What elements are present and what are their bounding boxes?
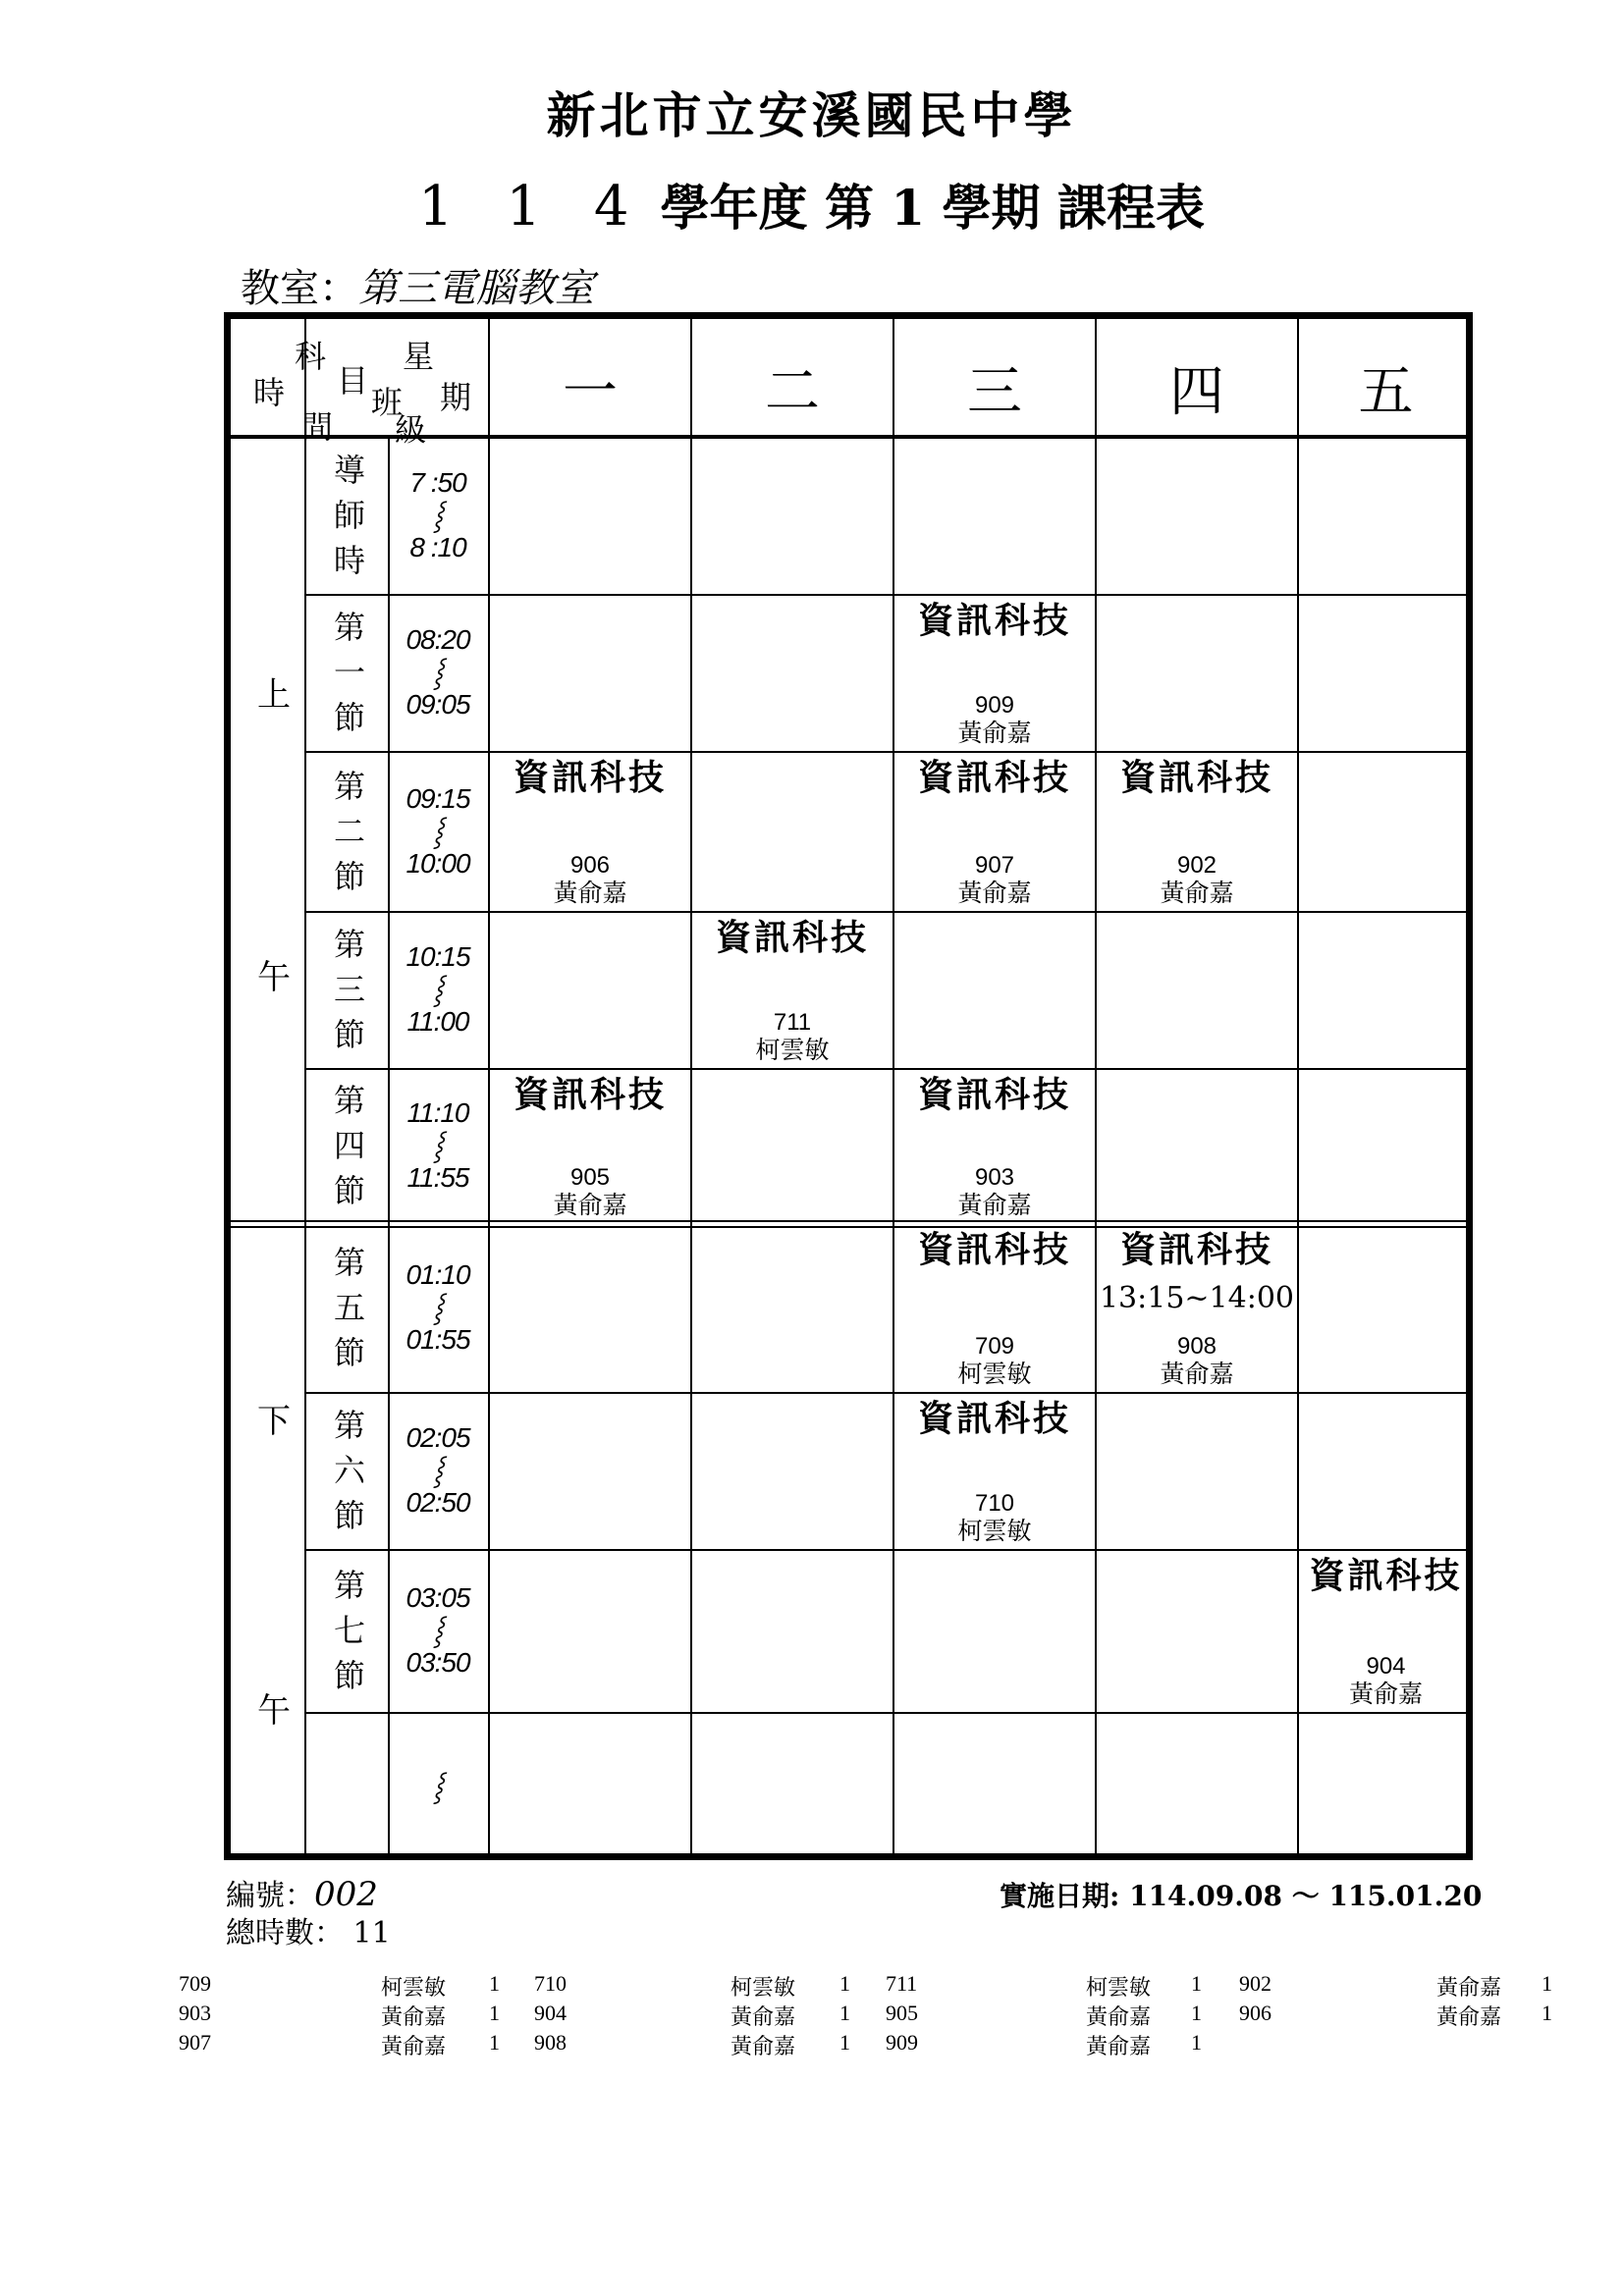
period-time (390, 940, 486, 1038)
class-teacher: 柯雲敏 (957, 1518, 1032, 1545)
grid-vline (304, 312, 306, 1860)
period-time-end: 11:00 (406, 1006, 469, 1037)
class-cell (692, 915, 893, 1066)
period-name-char: 五 (333, 1289, 365, 1326)
class-cell (894, 1227, 1095, 1390)
period-name (311, 1563, 388, 1698)
period-time-end (390, 1802, 486, 1835)
summary-cell: 1 (489, 2001, 500, 2025)
class-subject: 資訊科技 (1119, 757, 1273, 798)
summary-cell: 黃俞嘉 (1436, 1975, 1502, 2000)
period-name-char (311, 1764, 388, 1809)
period-name-char: 時 (333, 542, 365, 579)
section-pm-char: 下 (257, 1402, 291, 1441)
summary-cell: 711 (886, 1971, 918, 1996)
summary-cell: 1 (839, 1971, 850, 1996)
class-subject: 資訊科技 (1119, 1229, 1273, 1270)
class-number: 904 (1366, 1653, 1406, 1680)
day-header-1: 一 (563, 360, 618, 424)
summary-cell: 1 (839, 2001, 850, 2025)
summary-cell: 黃俞嘉 (1086, 2004, 1152, 2029)
ampm-divider (224, 1220, 1473, 1222)
class-cell (1097, 1227, 1297, 1390)
class-cell (894, 1072, 1095, 1221)
header-char-mu: 目 (337, 362, 369, 400)
period-time-start: 09:15 (406, 782, 470, 814)
period-name (311, 764, 388, 899)
cell-spacer (490, 810, 690, 852)
class-cell (1299, 1553, 1473, 1710)
period-name-char: 七 (333, 1612, 365, 1649)
grid-hline (304, 1712, 1473, 1714)
class-number: 711 (773, 1009, 812, 1036)
class-teacher: 黃俞嘉 (1160, 880, 1234, 907)
period-name-char: 四 (333, 1127, 365, 1164)
period-time-sep: ⸾ (433, 657, 443, 687)
day-header-3: 三 (967, 360, 1022, 424)
period-time-sep: ⸾ (433, 1770, 443, 1801)
cell-spacer (1097, 1315, 1297, 1333)
cell-spacer (894, 1451, 1095, 1490)
period-name-char: 節 (333, 857, 365, 895)
class-cell (894, 1396, 1095, 1547)
period-name-char: 節 (333, 1172, 365, 1209)
summary-cell: 1 (1542, 1971, 1552, 1996)
header-char-qi: 期 (440, 379, 472, 416)
period-time-start: 11:10 (406, 1097, 469, 1128)
cell-spacer (692, 970, 893, 1009)
class-number: 710 (974, 1490, 1015, 1517)
grid-hline (304, 911, 1473, 913)
class-number: 903 (974, 1164, 1015, 1191)
class-subject: 資訊科技 (513, 757, 667, 798)
period-time-start: 10:15 (406, 941, 470, 972)
period-time-end: 03:50 (406, 1647, 470, 1678)
header-char-xing: 星 (403, 338, 435, 375)
summary-cell: 906 (1239, 2001, 1271, 2025)
period-time (390, 1581, 486, 1679)
summary-cell: 907 (179, 2030, 211, 2055)
room-value: 第三電腦教室 (358, 266, 594, 311)
period-time (390, 1421, 486, 1519)
period-time-start: 7 :50 (409, 467, 466, 498)
cell-spacer (894, 653, 1095, 692)
total-hours-line (226, 1908, 391, 1951)
grid-vline (690, 312, 692, 1860)
summary-cell: 904 (534, 2001, 567, 2025)
day-header-5: 五 (1358, 360, 1414, 424)
effective-dates: 實施日期: 114.09.08 ～ 115.01.20 (1000, 1880, 1483, 1912)
total-hours-label: 總時數： (226, 1916, 344, 1950)
summary-cell: 黃俞嘉 (381, 2004, 447, 2029)
class-subject: 資訊科技 (917, 1074, 1071, 1115)
period-time-sep: ⸾ (433, 1455, 443, 1485)
period-name-char: 一 (333, 654, 365, 691)
period-name-char: 節 (333, 1334, 365, 1371)
period-name-char: 三 (333, 971, 365, 1008)
header-char-ban: 班 (371, 384, 404, 421)
period-name-char: 第 (333, 1082, 365, 1119)
class-teacher: 黃俞嘉 (553, 880, 627, 907)
period-name-char: 六 (333, 1452, 365, 1489)
period-time-start (390, 1737, 486, 1770)
summary-cell: 1 (1542, 2001, 1552, 2025)
cell-spacer (894, 1282, 1095, 1333)
period-name-char: 第 (333, 767, 365, 805)
period-name-char: 節 (333, 1016, 365, 1053)
grid-hline (304, 1549, 1473, 1551)
school-name: 新北市立安溪國民中學 (546, 86, 1077, 144)
period-name-char: 第 (333, 1567, 365, 1604)
summary-cell: 909 (886, 2030, 918, 2055)
period-time-sep: ⸾ (433, 974, 443, 1004)
cell-spacer (1097, 810, 1297, 852)
period-time-end: 09:05 (406, 689, 470, 720)
class-teacher: 黃俞嘉 (1160, 1361, 1234, 1388)
class-teacher: 黃俞嘉 (957, 880, 1032, 907)
period-name-char: 導 (333, 452, 365, 489)
class-cell (490, 1072, 690, 1221)
period-time-sep: ⸾ (433, 1130, 443, 1160)
cell-spacer (894, 1127, 1095, 1164)
class-subject: 資訊科技 (917, 1229, 1071, 1270)
period-time-end: 11:55 (406, 1162, 469, 1193)
summary-cell: 柯雲敏 (381, 1975, 447, 2000)
period-name (311, 1240, 388, 1375)
period-time (390, 1737, 486, 1835)
period-name-char: 第 (333, 609, 365, 646)
class-number: 907 (974, 852, 1015, 879)
summary-cell: 黃俞嘉 (1436, 2004, 1502, 2029)
period-time-sep: ⸾ (433, 1615, 443, 1645)
summary-cell: 908 (534, 2030, 567, 2055)
period-name (311, 922, 388, 1057)
period-name-char (311, 1719, 388, 1764)
class-number: 709 (974, 1333, 1015, 1360)
period-time-end: 8 :10 (409, 532, 466, 562)
summary-cell: 柯雲敏 (730, 1975, 796, 2000)
summary-cell: 1 (839, 2030, 850, 2055)
period-name-char: 節 (333, 1497, 365, 1534)
period-time-start: 02:05 (406, 1422, 470, 1453)
class-number: 909 (974, 692, 1015, 719)
period-time-sep: ⸾ (433, 1292, 443, 1322)
period-name (311, 605, 388, 740)
summary-cell: 1 (489, 1971, 500, 1996)
period-time-sep: ⸾ (433, 500, 443, 530)
header-char-ji: 級 (395, 411, 427, 449)
class-teacher: 黃俞嘉 (553, 1192, 627, 1219)
room-line (241, 257, 594, 313)
term-title (0, 169, 1623, 240)
academic-year: 1 1 4 (418, 175, 647, 239)
header-char-shi: 時 (253, 374, 286, 411)
grid-hline (304, 751, 1473, 753)
class-number: 902 (1176, 852, 1217, 879)
cell-spacer (490, 1127, 690, 1164)
cell-spacer (1299, 1608, 1473, 1653)
code-value: 002 (314, 1875, 378, 1914)
section-am-char: 午 (257, 958, 291, 997)
class-cell (1097, 755, 1297, 909)
grid-hline (304, 594, 1473, 596)
class-teacher: 黃俞嘉 (957, 1192, 1032, 1219)
period-name-char: 節 (333, 1657, 365, 1694)
period-time-start: 08:20 (406, 624, 470, 655)
period-name-char (311, 1809, 388, 1854)
period-time (390, 623, 486, 721)
room-label: 教室： (241, 266, 358, 311)
class-extra-time: 13:15~14:00 (1099, 1281, 1295, 1315)
summary-cell: 黃俞嘉 (381, 2034, 447, 2058)
summary-cell: 黃俞嘉 (1086, 2034, 1152, 2058)
summary-cell: 903 (179, 2001, 211, 2025)
period-name (311, 1403, 388, 1538)
code-label: 編號： (226, 1879, 314, 1913)
class-number: 905 (569, 1164, 611, 1191)
period-time (390, 466, 486, 563)
period-time-end: 02:50 (406, 1487, 470, 1518)
section-pm-char: 午 (257, 1691, 291, 1731)
summary-cell: 1 (1191, 1971, 1202, 1996)
cell-spacer (894, 810, 1095, 852)
summary-cell: 黃俞嘉 (730, 2004, 796, 2029)
period-name-char: 第 (333, 1407, 365, 1444)
period-name-char: 第 (333, 1244, 365, 1281)
period-time-sep: ⸾ (433, 815, 443, 846)
period-time (390, 1258, 486, 1356)
period-name (311, 1719, 388, 1854)
summary-cell: 1 (489, 2030, 500, 2055)
class-subject: 資訊科技 (917, 1398, 1071, 1439)
summary-cell: 柯雲敏 (1086, 1975, 1152, 2000)
period-name-char: 節 (333, 699, 365, 736)
period-time (390, 782, 486, 880)
period-time-start: 01:10 (406, 1259, 470, 1290)
section-am-char: 上 (257, 675, 291, 715)
period-name-char: 師 (333, 497, 365, 534)
header-char-ke: 科 (295, 338, 327, 375)
period-time-end: 10:00 (406, 847, 470, 879)
grid-vline (1095, 312, 1097, 1860)
summary-cell: 902 (1239, 1971, 1271, 1996)
class-teacher: 柯雲敏 (957, 1361, 1032, 1388)
period-time (390, 1096, 486, 1194)
day-header-4: 四 (1169, 360, 1224, 424)
period-name (311, 448, 388, 583)
class-number: 908 (1176, 1333, 1217, 1360)
day-header-2: 二 (765, 360, 820, 424)
grid-hline (304, 1068, 1473, 1070)
class-subject: 資訊科技 (715, 917, 869, 958)
class-number: 906 (569, 852, 611, 879)
grid-hline (304, 1392, 1473, 1394)
period-name (311, 1078, 388, 1213)
period-time-start: 03:05 (406, 1582, 470, 1613)
total-hours-value: 11 (352, 1916, 391, 1950)
summary-cell: 黃俞嘉 (730, 2034, 796, 2058)
class-subject: 資訊科技 (917, 757, 1071, 798)
class-cell (894, 598, 1095, 749)
class-subject: 資訊科技 (917, 600, 1071, 641)
header-char-jian: 間 (301, 408, 334, 446)
summary-cell: 1 (1191, 2001, 1202, 2025)
summary-cell: 709 (179, 1971, 211, 1996)
period-time-end: 01:55 (406, 1324, 470, 1355)
class-cell (894, 755, 1095, 909)
class-teacher: 黃俞嘉 (1348, 1681, 1423, 1708)
term-text: 學年度 第 1 學期 課程表 (660, 179, 1205, 237)
period-name-char: 二 (333, 812, 365, 850)
class-teacher: 柯雲敏 (755, 1037, 830, 1064)
class-cell (490, 755, 690, 909)
period-name-char: 第 (333, 926, 365, 963)
class-subject: 資訊科技 (513, 1074, 667, 1115)
summary-cell: 710 (534, 1971, 567, 1996)
summary-cell: 905 (886, 2001, 918, 2025)
class-subject: 資訊科技 (1309, 1555, 1463, 1596)
class-teacher: 黃俞嘉 (957, 720, 1032, 747)
summary-cell: 1 (1191, 2030, 1202, 2055)
